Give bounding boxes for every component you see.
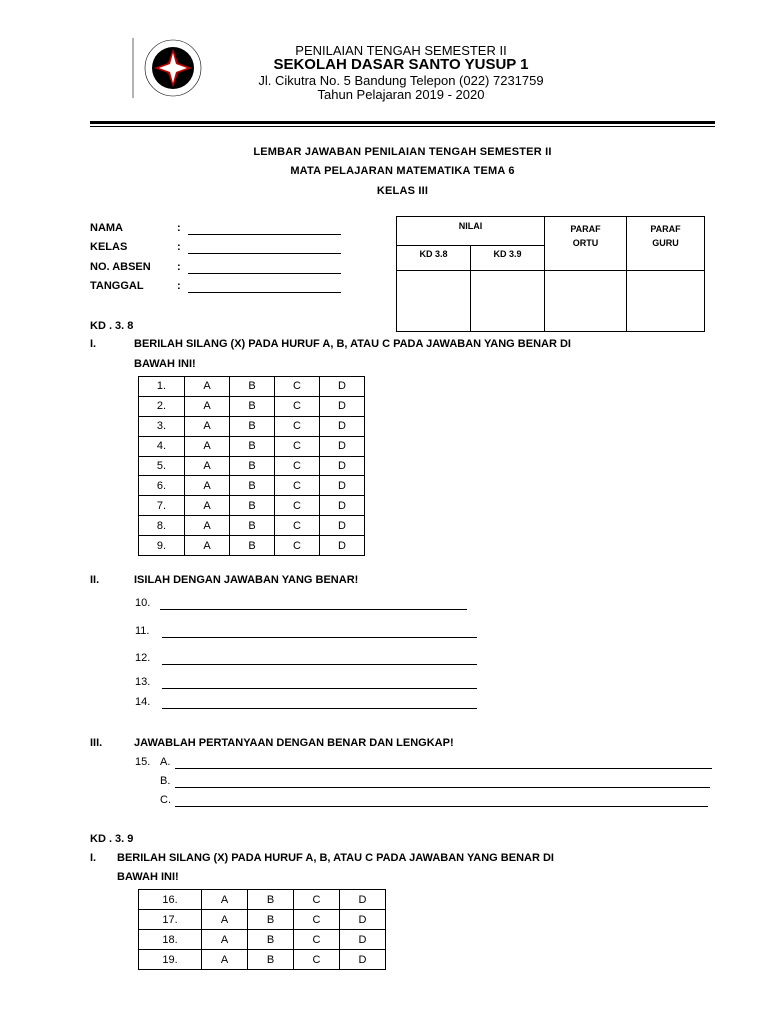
answer-option-c-cell[interactable]: C <box>275 416 320 436</box>
fill-item-number: 14. <box>135 696 151 708</box>
answer-row <box>139 476 365 496</box>
paraf-ortu-line2: ORTU <box>572 238 599 248</box>
answer-number-cell: 9. <box>139 536 185 556</box>
answer-option-c-cell[interactable]: C <box>275 476 320 496</box>
answer-option-c-cell[interactable]: C <box>294 890 340 910</box>
answer-option-d-cell[interactable]: D <box>320 516 365 536</box>
paraf-guru-cell[interactable] <box>627 271 705 332</box>
answer-option-a-cell[interactable]: A <box>185 416 230 436</box>
answer-option-b-cell[interactable]: B <box>248 910 294 930</box>
answer-row <box>139 456 365 476</box>
answer-option-c-cell[interactable]: C <box>294 930 340 950</box>
kd38-sec1-instruction: BERILAH SILANG (X) PADA HURUF A, B, ATAU C PADA JAWABAN YANG BENAR DI <box>134 338 571 350</box>
answer-option-a-cell[interactable]: A <box>185 377 230 397</box>
answer-number-cell: 17. <box>139 910 202 930</box>
answer-option-d-cell[interactable]: D <box>320 377 365 397</box>
paraf-ortu-line1: PARAF <box>570 224 601 234</box>
answer-option-d-cell[interactable]: D <box>340 950 386 970</box>
answer-option-b-cell[interactable]: B <box>230 496 275 516</box>
answer-option-c-cell[interactable]: C <box>275 377 320 397</box>
answer-option-d-cell[interactable]: D <box>320 396 365 416</box>
answer-number-cell: 8. <box>139 516 185 536</box>
answer-option-b-cell[interactable]: B <box>248 930 294 950</box>
header-rule-thin <box>90 126 715 127</box>
kd38-sec1-num: I. <box>90 338 97 350</box>
answer-row <box>139 496 365 516</box>
answer-option-b-cell[interactable]: B <box>230 377 275 397</box>
fill-item-number: 10. <box>135 597 151 609</box>
answer-option-c-cell[interactable]: C <box>275 396 320 416</box>
answer-option-a-cell[interactable]: A <box>202 930 248 950</box>
essay-answer-line-a[interactable] <box>175 768 712 769</box>
answer-number-cell: 1. <box>139 377 185 397</box>
sheet-title-1: LEMBAR JAWABAN PENILAIAN TENGAH SEMESTER II <box>253 146 552 158</box>
answer-option-a-cell[interactable]: A <box>185 456 230 476</box>
kd38-answer-table <box>138 376 365 556</box>
answer-option-d-cell[interactable]: D <box>340 890 386 910</box>
essay-answer-line-c[interactable] <box>175 806 708 807</box>
school-address: Jl. Cikutra No. 5 Bandung Telepon (022) 7231759 <box>258 73 544 88</box>
answer-row <box>139 436 365 456</box>
answer-number-cell: 18. <box>139 930 202 950</box>
answer-option-b-cell[interactable]: B <box>230 456 275 476</box>
answer-option-a-cell[interactable]: A <box>185 536 230 556</box>
answer-number-cell: 7. <box>139 496 185 516</box>
answer-option-a-cell[interactable]: A <box>202 890 248 910</box>
paraf-ortu-cell[interactable] <box>545 271 627 332</box>
paraf-guru-line2: GURU <box>652 238 679 248</box>
answer-option-b-cell[interactable]: B <box>230 436 275 456</box>
answer-row <box>139 890 386 910</box>
kd39-heading: KD . 3. 9 <box>90 833 134 845</box>
answer-option-c-cell[interactable]: C <box>275 536 320 556</box>
answer-option-b-cell[interactable]: B <box>230 476 275 496</box>
fill-item-number: 11. <box>135 625 150 637</box>
answer-option-b-cell[interactable]: B <box>230 516 275 536</box>
school-name: SEKOLAH DASAR SANTO YUSUP 1 <box>273 56 529 73</box>
essay-answer-line-b[interactable] <box>175 787 710 788</box>
answer-option-d-cell[interactable]: D <box>320 496 365 516</box>
sep-tanggal: : <box>177 280 181 292</box>
kd38-sec1-instruction-2: BAWAH INI! <box>134 358 196 370</box>
answer-row <box>139 536 365 556</box>
answer-number-cell: 6. <box>139 476 185 496</box>
kd38-heading: KD . 3. 8 <box>90 320 134 332</box>
field-no-absen[interactable] <box>188 273 341 274</box>
answer-option-c-cell[interactable]: C <box>294 950 340 970</box>
answer-option-d-cell[interactable]: D <box>340 910 386 930</box>
paraf-guru-line1: PARAF <box>650 224 681 234</box>
kd39-sec1-instruction: BERILAH SILANG (X) PADA HURUF A, B, ATAU C PADA JAWABAN YANG BENAR DI <box>117 852 554 864</box>
kd39-answer-table <box>138 889 386 970</box>
answer-option-a-cell[interactable]: A <box>185 396 230 416</box>
answer-option-d-cell[interactable]: D <box>340 930 386 950</box>
kd39-header: KD 3.9 <box>471 246 545 271</box>
grade-table <box>396 216 705 332</box>
school-year: Tahun Pelajaran 2019 - 2020 <box>317 87 485 102</box>
fill-answer-line[interactable] <box>162 664 477 665</box>
fill-answer-line[interactable] <box>162 708 477 709</box>
answer-number-cell: 16. <box>139 890 202 910</box>
fill-answer-line[interactable] <box>160 609 467 610</box>
header-rule-thick <box>90 121 715 124</box>
answer-number-cell: 5. <box>139 456 185 476</box>
fill-item-number: 13. <box>135 676 151 688</box>
answer-option-c-cell[interactable]: C <box>275 436 320 456</box>
field-tanggal[interactable] <box>188 292 341 293</box>
header-line1: PENILAIAN TENGAH SEMESTER II <box>295 43 507 58</box>
answer-option-c-cell[interactable]: C <box>275 516 320 536</box>
answer-row <box>139 377 365 397</box>
sep-nama: : <box>177 222 181 234</box>
fill-item-number: 12. <box>135 652 151 664</box>
answer-option-d-cell[interactable]: D <box>320 416 365 436</box>
essay-option-c: C. <box>160 794 171 806</box>
kd38-sec2-instruction: ISILAH DENGAN JAWABAN YANG BENAR! <box>134 574 359 586</box>
kd39-sec1-instruction-2: BAWAH INI! <box>117 871 179 883</box>
answer-option-a-cell[interactable]: A <box>202 910 248 930</box>
essay-question-number: 15. <box>135 756 151 768</box>
answer-row <box>139 516 365 536</box>
answer-number-cell: 2. <box>139 396 185 416</box>
kd39-sec1-num: I. <box>90 852 97 864</box>
label-tanggal: TANGGAL <box>90 280 144 292</box>
answer-option-a-cell[interactable]: A <box>185 516 230 536</box>
kd38-sec2-num: II. <box>90 574 100 586</box>
sep-kelas: : <box>177 241 181 253</box>
kd38-score-cell[interactable] <box>397 271 471 332</box>
paraf-ortu-header <box>545 217 627 271</box>
answer-option-a-cell[interactable]: A <box>185 496 230 516</box>
field-kelas[interactable] <box>188 253 341 254</box>
answer-option-d-cell[interactable]: D <box>320 536 365 556</box>
answer-option-b-cell[interactable]: B <box>248 950 294 970</box>
answer-option-c-cell[interactable]: C <box>294 910 340 930</box>
answer-number-cell: 3. <box>139 416 185 436</box>
answer-option-d-cell[interactable]: D <box>320 476 365 496</box>
answer-option-d-cell[interactable]: D <box>320 436 365 456</box>
answer-row <box>139 416 365 436</box>
answer-option-a-cell[interactable]: A <box>185 476 230 496</box>
answer-number-cell: 4. <box>139 436 185 456</box>
label-kelas: KELAS <box>90 241 128 253</box>
sheet-title-2: MATA PELAJARAN MATEMATIKA TEMA 6 <box>290 165 515 177</box>
answer-option-c-cell[interactable]: C <box>275 456 320 476</box>
answer-option-b-cell[interactable]: B <box>230 416 275 436</box>
essay-option-a: A. <box>160 756 171 768</box>
label-no-absen: NO. ABSEN <box>90 261 151 273</box>
fill-answer-line[interactable] <box>162 637 477 638</box>
nilai-header: NILAI <box>397 217 545 246</box>
field-nama[interactable] <box>188 234 341 235</box>
answer-option-a-cell[interactable]: A <box>185 436 230 456</box>
answer-option-b-cell[interactable]: B <box>248 890 294 910</box>
sep-no-absen: : <box>177 261 181 273</box>
answer-row <box>139 930 386 950</box>
answer-option-a-cell[interactable]: A <box>202 950 248 970</box>
paraf-guru-header <box>627 217 705 271</box>
answer-row <box>139 396 365 416</box>
answer-row <box>139 950 386 970</box>
answer-option-c-cell[interactable]: C <box>275 496 320 516</box>
answer-option-d-cell[interactable]: D <box>320 456 365 476</box>
answer-option-b-cell[interactable]: B <box>230 536 275 556</box>
answer-number-cell: 19. <box>139 950 202 970</box>
kd38-sec3-instruction: JAWABLAH PERTANYAAN DENGAN BENAR DAN LENGKAP! <box>134 737 454 749</box>
answer-row <box>139 910 386 930</box>
sheet-title-3: KELAS III <box>376 185 429 197</box>
answer-option-b-cell[interactable]: B <box>230 396 275 416</box>
kd39-score-cell[interactable] <box>471 271 545 332</box>
label-nama: NAMA <box>90 222 123 234</box>
fill-answer-line[interactable] <box>162 688 477 689</box>
essay-option-b: B. <box>160 775 171 787</box>
kd38-sec3-num: III. <box>90 737 103 749</box>
kd38-header: KD 3.8 <box>397 246 471 271</box>
